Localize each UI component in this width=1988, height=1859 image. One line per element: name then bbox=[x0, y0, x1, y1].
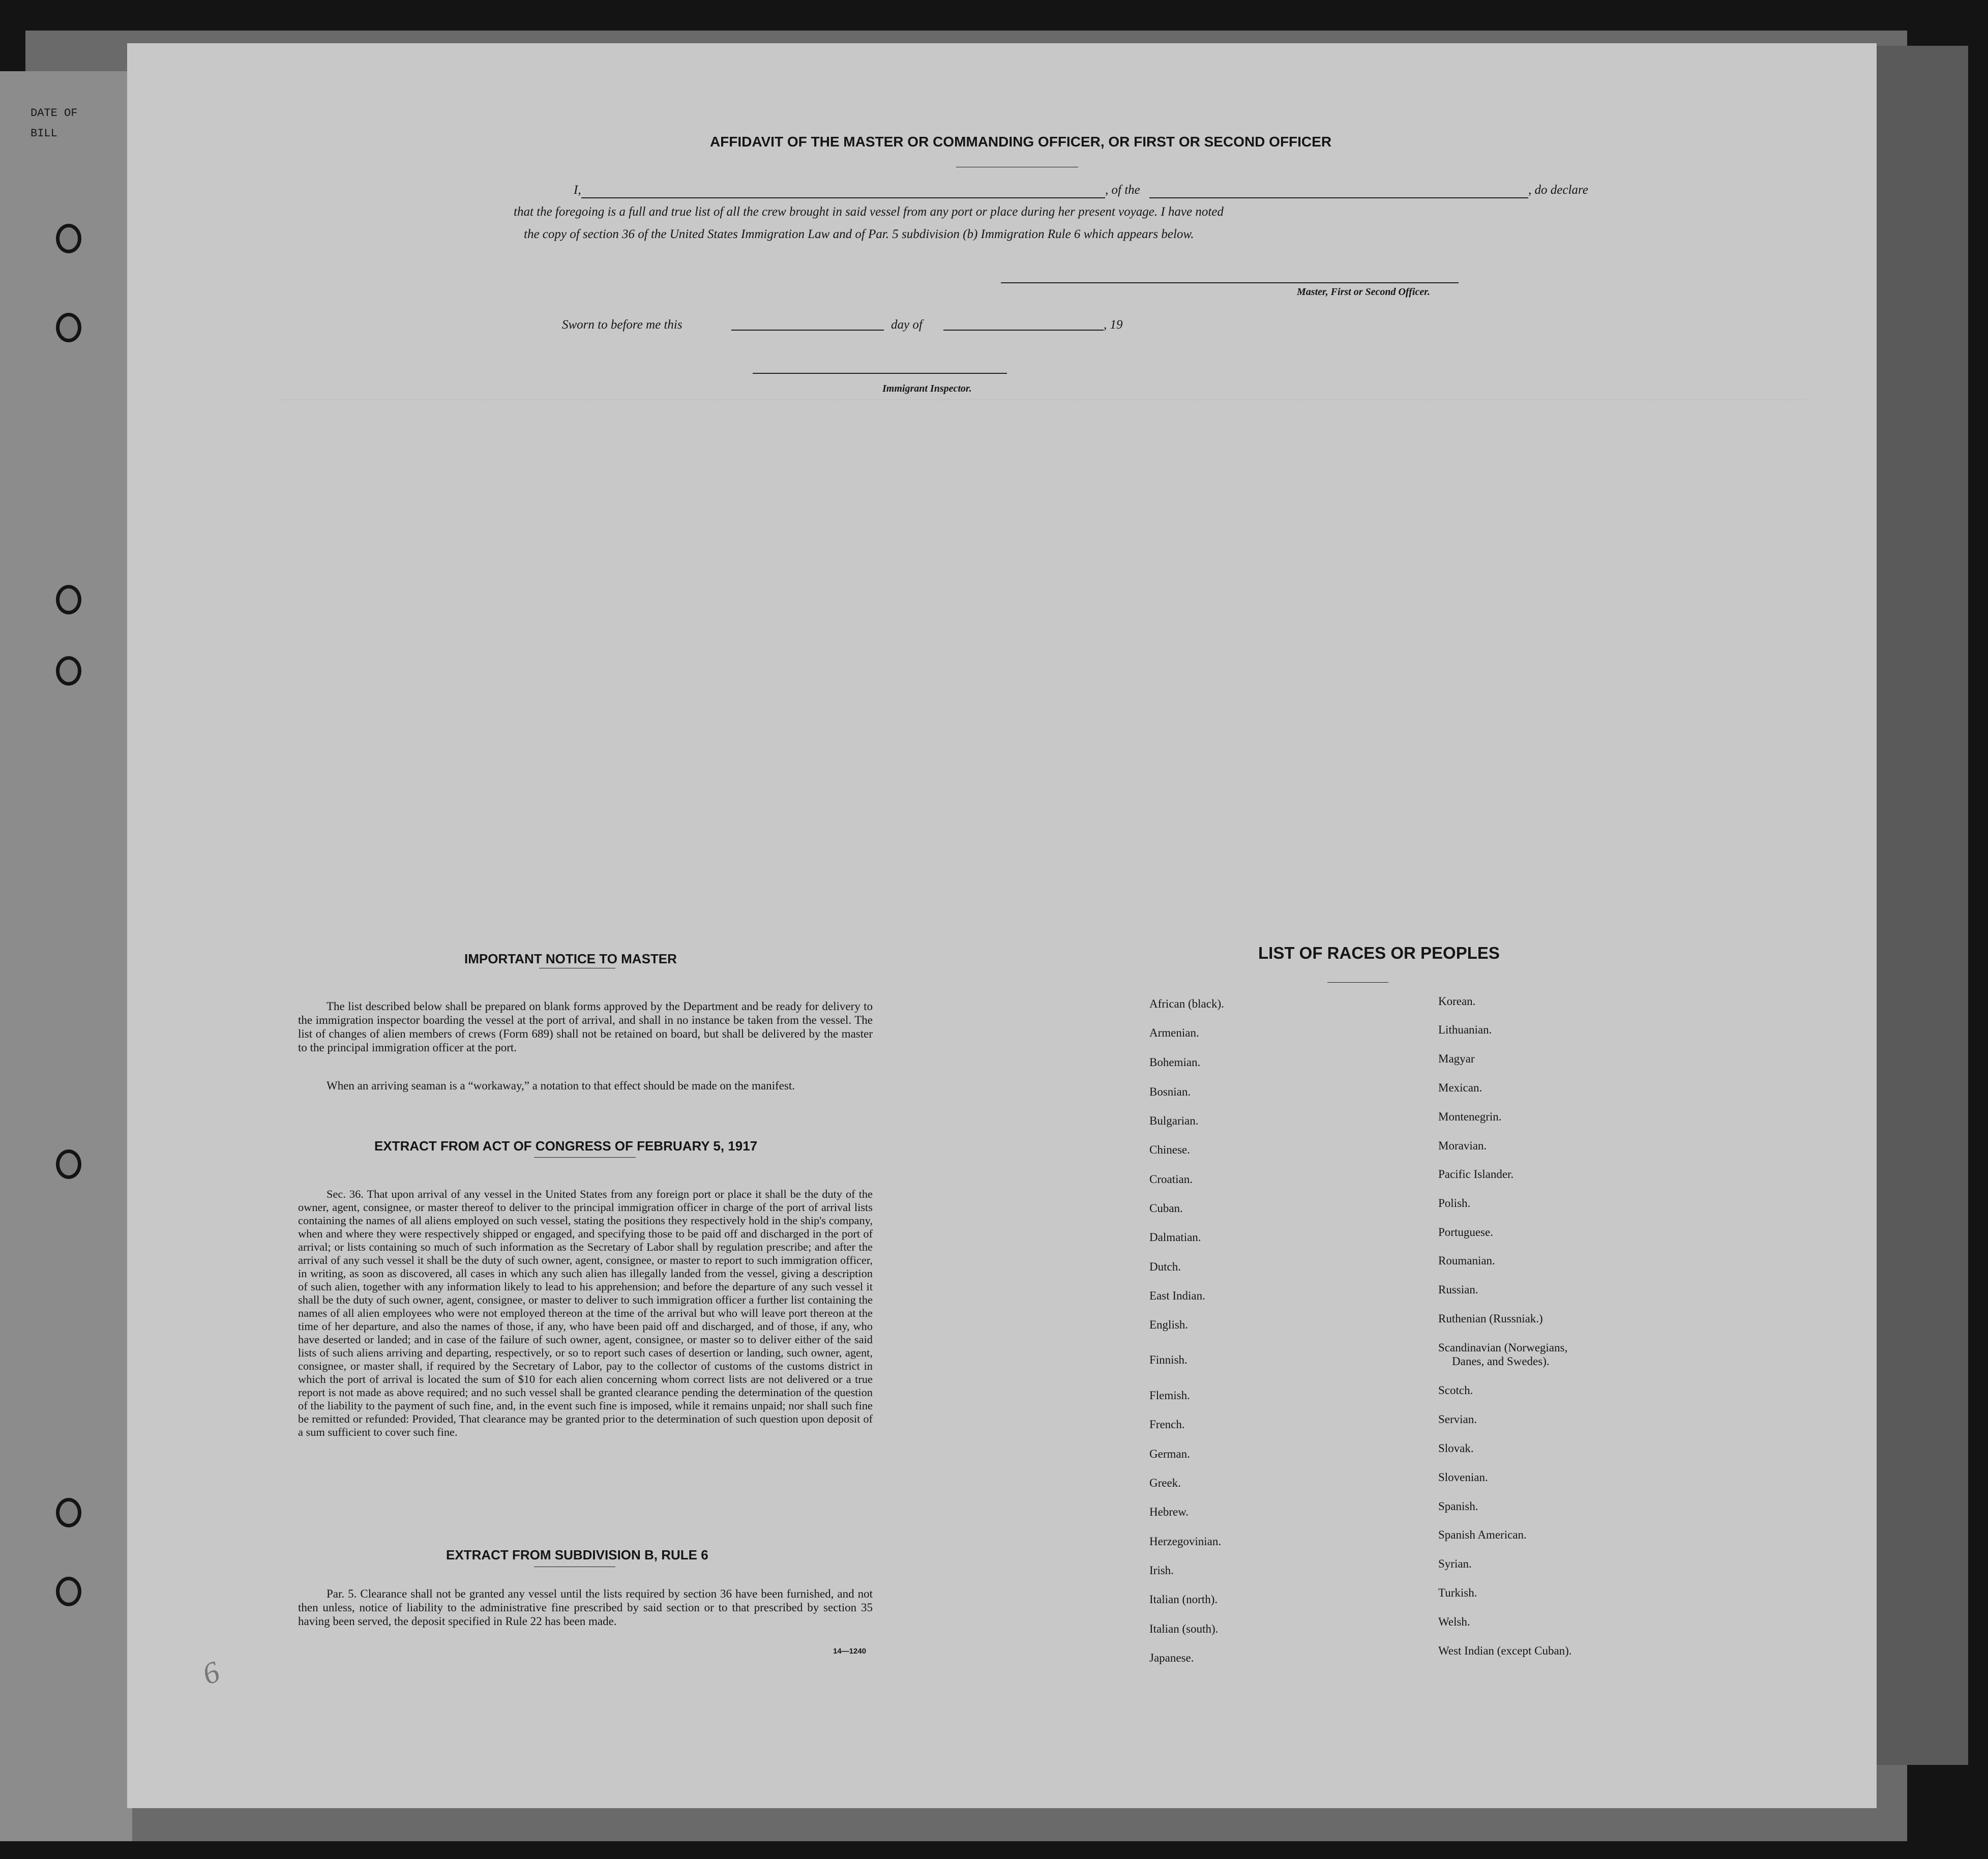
race-item: Chinese. bbox=[1149, 1143, 1190, 1156]
race-item: Polish. bbox=[1438, 1197, 1471, 1209]
notice-para-1: The list described below shall be prepared on blank forms approved by the Department and be ready for delivery to the immigration inspector boarding the vessel at the port of arrival, and shall in no instance be taken from the vessel. The list of changes of alien members of crews (Form 689) shall not be retained on board, but shall be delivered by the master to the principal immigration officer at the port. bbox=[298, 1000, 873, 1054]
sworn-year: , 19 bbox=[1104, 318, 1123, 332]
race-item: Cuban. bbox=[1149, 1202, 1183, 1215]
race-item: German. bbox=[1149, 1448, 1190, 1460]
race-item: Flemish. bbox=[1149, 1389, 1190, 1402]
race-item: Moravian. bbox=[1438, 1139, 1487, 1152]
punch-hole bbox=[56, 313, 81, 342]
race-item: Servian. bbox=[1438, 1413, 1477, 1426]
notice-title: IMPORTANT NOTICE TO MASTER bbox=[464, 951, 677, 966]
sworn-prefix: Sworn to before me this bbox=[562, 318, 683, 332]
inspector-caption: Immigrant Inspector. bbox=[882, 383, 972, 394]
sworn-day-blank bbox=[731, 330, 884, 331]
race-item: Italian (north). bbox=[1149, 1593, 1218, 1606]
race-item: East Indian. bbox=[1149, 1289, 1205, 1302]
act-underline bbox=[534, 1157, 636, 1158]
race-item: Turkish. bbox=[1438, 1586, 1477, 1599]
race-item: Irish. bbox=[1149, 1564, 1174, 1577]
race-item: Spanish American. bbox=[1438, 1528, 1527, 1541]
form-number: 14—1240 bbox=[833, 1647, 867, 1656]
race-item: Danes, and Swedes). bbox=[1452, 1355, 1550, 1368]
edge-text-1: DATE OF bbox=[31, 107, 78, 120]
punch-hole bbox=[56, 1577, 81, 1606]
race-item: Mexican. bbox=[1438, 1081, 1482, 1094]
race-item: English. bbox=[1149, 1318, 1189, 1331]
race-item: Spanish. bbox=[1438, 1500, 1478, 1513]
punch-hole bbox=[56, 656, 81, 686]
handwritten-mark: 6 bbox=[198, 1654, 224, 1692]
signature-caption: Master, First or Second Officer. bbox=[1297, 286, 1430, 298]
punch-hole bbox=[56, 1498, 81, 1527]
declare-line-of-the: , of the bbox=[1105, 183, 1140, 197]
vessel-blank bbox=[1149, 197, 1528, 198]
race-item: Dalmatian. bbox=[1149, 1231, 1201, 1244]
race-item: Finnish. bbox=[1149, 1353, 1188, 1366]
race-item: Portuguese. bbox=[1438, 1226, 1493, 1238]
race-item: Pacific Islander. bbox=[1438, 1168, 1514, 1181]
declare-line-3: the copy of section 36 of the United States Immigration Law and of Par. 5 subdivision (b) Immigration Rule 6 which appears below. bbox=[524, 227, 1194, 241]
race-item: Greek. bbox=[1149, 1477, 1181, 1489]
races-title: LIST OF RACES OR PEOPLES bbox=[1258, 943, 1500, 962]
race-item: Bosnian. bbox=[1149, 1085, 1191, 1098]
declare-line-i: I, bbox=[574, 183, 581, 197]
race-item: Slovenian. bbox=[1438, 1471, 1488, 1484]
race-item: Montenegrin. bbox=[1438, 1110, 1502, 1123]
rule-extract-title: EXTRACT FROM SUBDIVISION B, RULE 6 bbox=[446, 1547, 708, 1562]
race-item: Welsh. bbox=[1438, 1615, 1470, 1628]
race-item: Syrian. bbox=[1438, 1557, 1472, 1570]
race-item: Hebrew. bbox=[1149, 1506, 1189, 1518]
punch-hole bbox=[56, 1149, 81, 1179]
race-item: West Indian (except Cuban). bbox=[1438, 1644, 1572, 1657]
race-item: Scotch. bbox=[1438, 1384, 1473, 1397]
act-extract-body: Sec. 36. That upon arrival of any vessel in the United States from any foreign port or place it shall be the duty of the owner, agent, consignee, or master thereof to deliver to the principal immigration officer in charge of the port of arrival lists containing the names of all aliens employed on such vessel, stating the positions they respectively hold in the ship's company, when and where they were respectively shipped or engaged, and specifying those to be paid off and discharged in the port of arrival; or lists containing so much of such information as the Secretary of Labor shall by regulation prescribe; and after the arrival of any such vessel it shall be the duty of such owner, agent, consignee, or master to report to such immigration officer, in writing, as soon as discovered, all cases in which any such alien has illegally landed from the vessel, giving a description of such alien, together with any information likely to lead to his apprehension; and before the departure of any such vessel it shall be the duty of such owner, agent, consignee, or master to deliver to such immigration officer a further list containing the names of all alien employees who were not employed thereon at the time of the arrival but who will leave port thereon at the time of her departure, and also the names of those, if any, who have been paid off and discharged, and of those, if any, who have deserted or landed; and in case of the failure of such owner, agent, consignee, or master so to deliver either of the said lists of such aliens arriving and departing, respectively, or so to report such cases of desertion or landing, such owner, agent, consignee, or master shall, if required by the Secretary of Labor, pay to the collector of customs of the customs district in which the port of arrival is located the sum of $10 for each alien concerning whom correct lists are not delivered or a true report is not made as above required; and no such vessel shall be granted clearance pending the determination of the question of the liability to the payment of such fine, and, in the event such fine is imposed, while it remains unpaid; nor shall such fine be remitted or refunded: Provided, That clearance may be granted prior to the determination of such question upon deposit of a sum sufficient to cover such fine. bbox=[298, 1188, 873, 1438]
sworn-month-blank bbox=[943, 330, 1104, 331]
declare-line-declare: , do declare bbox=[1528, 183, 1588, 197]
punch-hole bbox=[56, 585, 81, 614]
signature-line bbox=[1001, 282, 1459, 283]
notice-para-2: When an arriving seaman is a “workaway,” a notation to that effect should be made on the manifest. bbox=[327, 1079, 795, 1092]
race-item: Russian. bbox=[1438, 1283, 1478, 1296]
race-item: Bulgarian. bbox=[1149, 1114, 1199, 1127]
race-item: Bohemian. bbox=[1149, 1056, 1201, 1069]
race-item: Ruthenian (Russniak.) bbox=[1438, 1312, 1543, 1325]
race-item: African (black). bbox=[1149, 997, 1224, 1010]
race-item: Japanese. bbox=[1149, 1651, 1194, 1664]
name-blank bbox=[581, 197, 1105, 198]
races-underline bbox=[1327, 982, 1388, 983]
inspector-line bbox=[753, 373, 1007, 374]
rule-extract-body: Par. 5. Clearance shall not be granted any vessel until the lists required by section 36 have been furnished, and not then unless, notice of liability to the administrative fine prescribed by said section or to that prescribed by section 35 having been served, the deposit specified in Rule 22 has been made. bbox=[298, 1587, 873, 1628]
act-extract-title: EXTRACT FROM ACT OF CONGRESS OF FEBRUARY 5, 1917 bbox=[374, 1138, 758, 1154]
race-item: Roumanian. bbox=[1438, 1254, 1495, 1267]
sworn-day-of: day of bbox=[891, 318, 923, 332]
race-item: Korean. bbox=[1438, 995, 1476, 1008]
affidavit-title: AFFIDAVIT OF THE MASTER OR COMMANDING OFFICER, OR FIRST OR SECOND OFFICER bbox=[709, 134, 1332, 150]
race-item: Herzegovinian. bbox=[1149, 1535, 1222, 1548]
punch-hole bbox=[56, 224, 81, 253]
race-item: French. bbox=[1149, 1418, 1185, 1431]
declare-line-2: that the foregoing is a full and true list of all the crew brought in said vessel from any port or place during her present voyage. I have noted bbox=[514, 205, 1224, 219]
race-item: Croatian. bbox=[1149, 1173, 1193, 1186]
manifest-back-page bbox=[127, 43, 1877, 1808]
race-item: Magyar bbox=[1438, 1052, 1475, 1065]
edge-text-2: BILL bbox=[31, 127, 57, 140]
right-edge-page bbox=[1866, 46, 1968, 1765]
race-item: Lithuanian. bbox=[1438, 1023, 1492, 1036]
race-item: Armenian. bbox=[1149, 1026, 1199, 1039]
race-item: Scandinavian (Norwegians, bbox=[1438, 1341, 1568, 1354]
race-item: Dutch. bbox=[1149, 1260, 1181, 1273]
race-item: Slovak. bbox=[1438, 1442, 1474, 1455]
race-item: Italian (south). bbox=[1149, 1622, 1219, 1635]
